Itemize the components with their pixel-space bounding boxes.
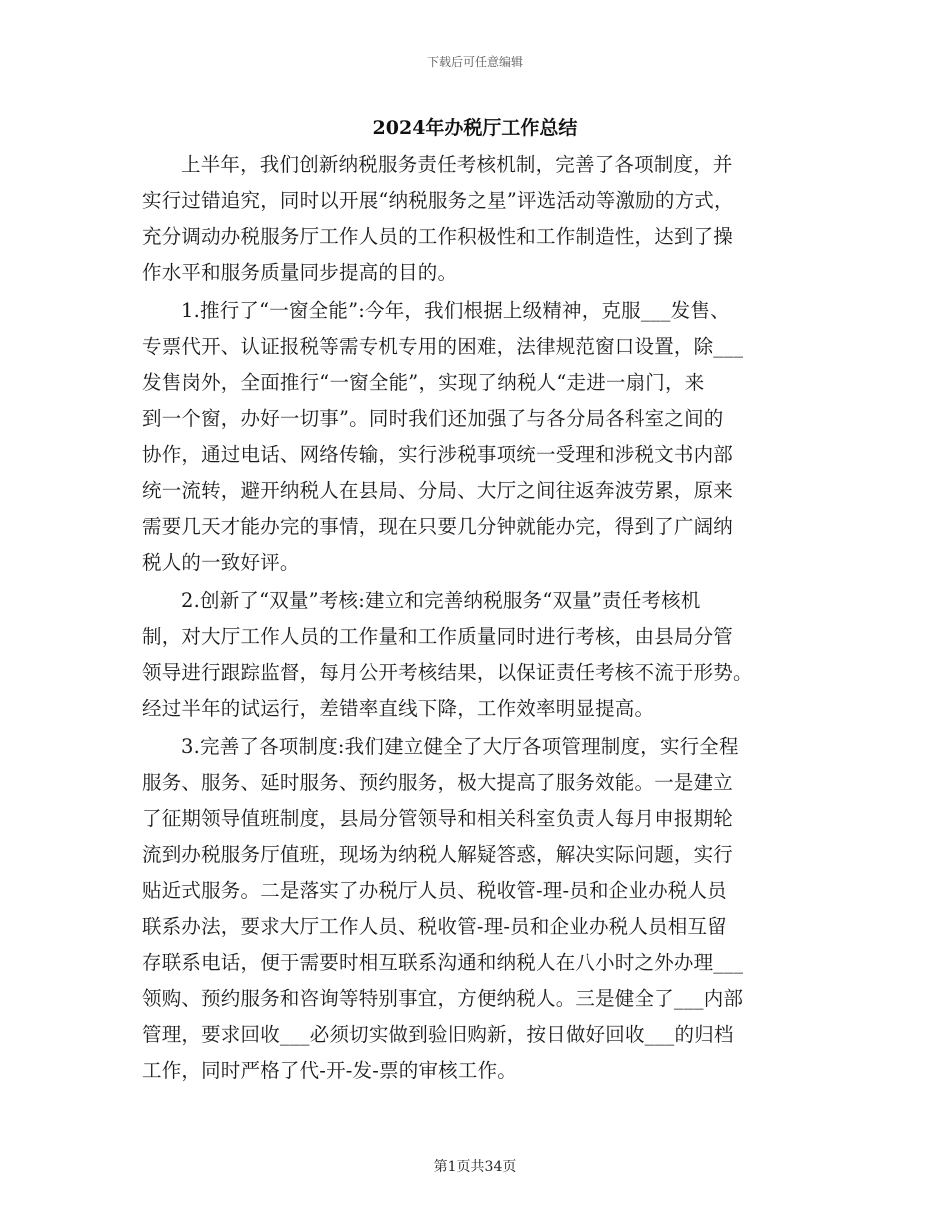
paragraph-line: 到一个窗，办好一切事”。同时我们还加强了与各分局各科室之间的 xyxy=(142,407,724,430)
paragraph-line: 1.推行了“一窗全能”:今年，我们根据上级精神，克服___发售、 xyxy=(181,299,730,322)
paragraph-line: 联系办法，要求大厅工作人员、税收管-理-员和企业办税人员相互留 xyxy=(142,915,727,938)
paragraph-line: 存联系电话，便于需要时相互联系沟通和纳税人在八小时之外办理___ xyxy=(142,951,744,974)
paragraph-line: 统一流转，避开纳税人在县局、分局、大厅之间往返奔波劳累，原来 xyxy=(142,479,734,502)
paragraph-line: 了征期领导值班制度，县局分管领导和相关科室负责人每月申报期轮 xyxy=(142,807,734,830)
paragraph xyxy=(142,293,810,581)
paragraph-line: 领导进行跟踪监督，每月公开考核结果，以保证责任考核不流于形势。 xyxy=(142,661,753,684)
paragraph-line: 作水平和服务质量同步提高的目的。 xyxy=(142,261,458,284)
paragraph xyxy=(142,729,810,1089)
paragraph-line: 实行过错追究，同时以开展“纳税服务之星”评选活动等激励的方式， xyxy=(142,189,734,212)
paragraph-line: 上半年，我们创新纳税服务责任考核机制，完善了各项制度，并 xyxy=(181,153,733,176)
paragraph-line: 需要几天才能办完的事情，现在只要几分钟就能办完，得到了广阔纳 xyxy=(142,515,734,538)
paragraph-line: 工作，同时严格了代-开-发-票的审核工作。 xyxy=(142,1059,517,1082)
document-body xyxy=(142,147,810,1091)
paragraph-line: 3.完善了各项制度:我们建立健全了大厅各项管理制度，实行全程 xyxy=(181,735,739,758)
paragraph xyxy=(142,583,810,727)
paragraph xyxy=(142,147,810,291)
paragraph-line: 服务、服务、延时服务、预约服务，极大提高了服务效能。一是建立 xyxy=(142,771,734,794)
paragraph-line: 发售岗外，全面推行“一窗全能”，实现了纳税人“走进一扇门，来 xyxy=(142,371,705,394)
paragraph-line: 经过半年的试运行，差错率直线下降，工作效率明显提高。 xyxy=(142,697,655,720)
paragraph-line: 协作，通过电话、网络传输，实行涉税事项统一受理和涉税文书内部 xyxy=(142,443,734,466)
paragraph-line: 管理，要求回收___必须切实做到验旧购新，按日做好回收___的归档 xyxy=(142,1023,734,1046)
paragraph-line: 贴近式服务。二是落实了办税厅人员、税收管-理-员和企业办税人员 xyxy=(142,879,727,902)
paragraph-line: 税人的一致好评。 xyxy=(142,551,300,574)
paragraph-line: 充分调动办税服务厅工作人员的工作积极性和工作制造性，达到了操 xyxy=(142,225,734,248)
paragraph-line: 专票代开、认证报税等需专机专用的困难，法律规范窗口设置，除___ xyxy=(142,335,744,358)
paragraph-line: 流到办税服务厅值班，现场为纳税人解疑答惑，解决实际问题，实行 xyxy=(142,843,734,866)
paragraph-line: 制，对大厅工作人员的工作量和工作质量同时进行考核，由县局分管 xyxy=(142,625,734,648)
paragraph-line: 领购、预约服务和咨询等特别事宜，方便纳税人。三是健全了___内部 xyxy=(142,987,744,1010)
paragraph-line: 2.创新了“双量”考核:建立和完善纳税服务“双量”责任考核机 xyxy=(181,589,701,612)
header-note: 下载后可任意编辑 xyxy=(426,55,523,69)
page-footer: 第1页共34页 xyxy=(433,1159,517,1175)
document-title: 2024年办税厅工作总结 xyxy=(372,117,578,139)
